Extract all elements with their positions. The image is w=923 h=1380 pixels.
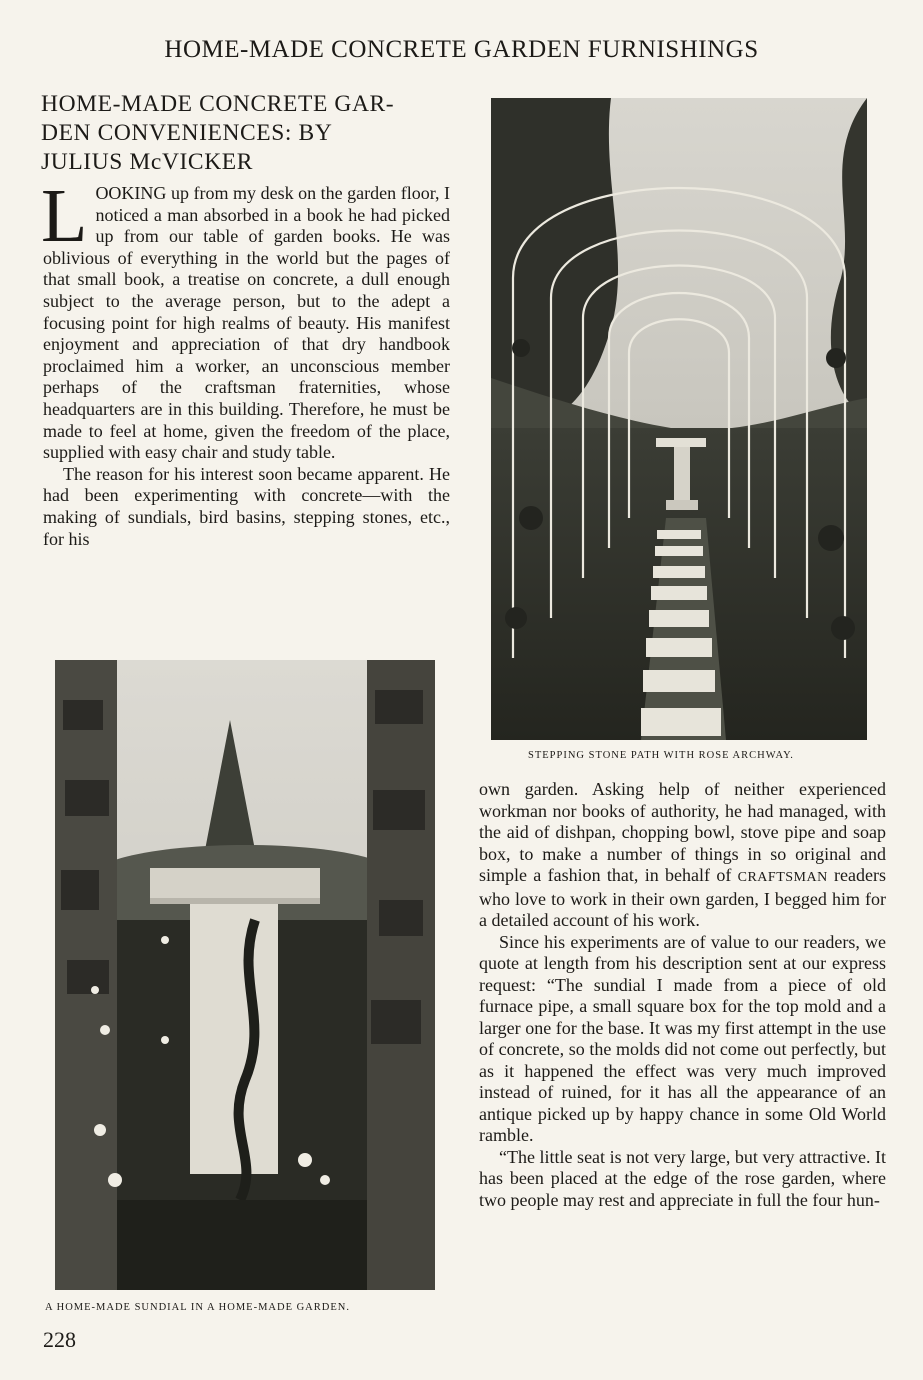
right-column-text: [479, 779, 886, 1211]
rose-archway-image: [491, 98, 867, 740]
paragraph-text: own garden. Asking help of neither experienced workman nor books of authority, he had managed, with the aid of dishpan, chopping bowl, stove pipe and soap box, to make a number of things in so original and simple a fashion that, in behalf of: [479, 779, 886, 885]
small-caps-craftsman: CRAFTSMAN: [737, 870, 828, 885]
title-line-3: JULIUS McVICKER: [41, 149, 254, 175]
sundial-photo: [55, 660, 435, 1290]
title-line-2: DEN CONVENIENCES: BY: [41, 120, 333, 146]
rose-archway-photo: [491, 98, 867, 740]
left-column-text: [41, 174, 450, 550]
sundial-caption: A HOME-MADE SUNDIAL IN A HOME-MADE GARDEN.: [45, 1302, 350, 1313]
paragraph-text: OOKING up from my desk on the garden floor, I noticed a man absorbed in a book he had picked up from our table of garden books. He was oblivious of everything in the world but the pages of that small book, a treatise on concrete, a dull enough subject to the average person, but to the adept a focusing point for high realms of beauty. His manifest enjoyment and appreciation of that dry handbook proclaimed him a worker, an unconscious member perhaps of the craftsman fraternities, whose headquarters are in this building. Therefore, he must be made to feel at home, given the freedom of the place, supplied with easy chair and study table.: [43, 183, 450, 463]
running-head: HOME-MADE CONCRETE GARDEN FURNISHINGS: [164, 36, 759, 63]
paragraph: [41, 174, 450, 464]
arch-caption: STEPPING STONE PATH WITH ROSE ARCHWAY.: [528, 750, 794, 761]
article-title: [41, 90, 461, 177]
page-number: 228: [43, 1327, 76, 1352]
paragraph-text: readers who love to work in their own garden, I begged him for a detailed account of his work.: [479, 865, 886, 930]
title-line-1: HOME-MADE CONCRETE GAR-: [41, 91, 395, 117]
sundial-image: [55, 660, 435, 1290]
drop-cap: L: [41, 174, 88, 258]
paragraph: [479, 779, 886, 932]
paragraph: The reason for his interest soon became apparent. He had been experimenting with concrete—with the making of sundials, bird basins, stepping stones, etc., for his: [43, 463, 450, 549]
paragraph: “The little seat is not very large, but very attractive. It has been placed at the edge of the rose garden, where two people may rest and appreciate in full the four hun-: [479, 1146, 886, 1210]
paragraph: Since his experiments are of value to our readers, we quote at length from his description sent at our express request: “The sundial I made from a piece of old furnace pipe, a small square box for the top mold and a larger one for the base. It was my first attempt in the use of concrete, so the molds did not come out perfectly, but as it happened the effect was very much improved instead of ruined, for it has all the appearance of an antique picked up by happy chance in some Old World ramble.: [479, 931, 886, 1145]
